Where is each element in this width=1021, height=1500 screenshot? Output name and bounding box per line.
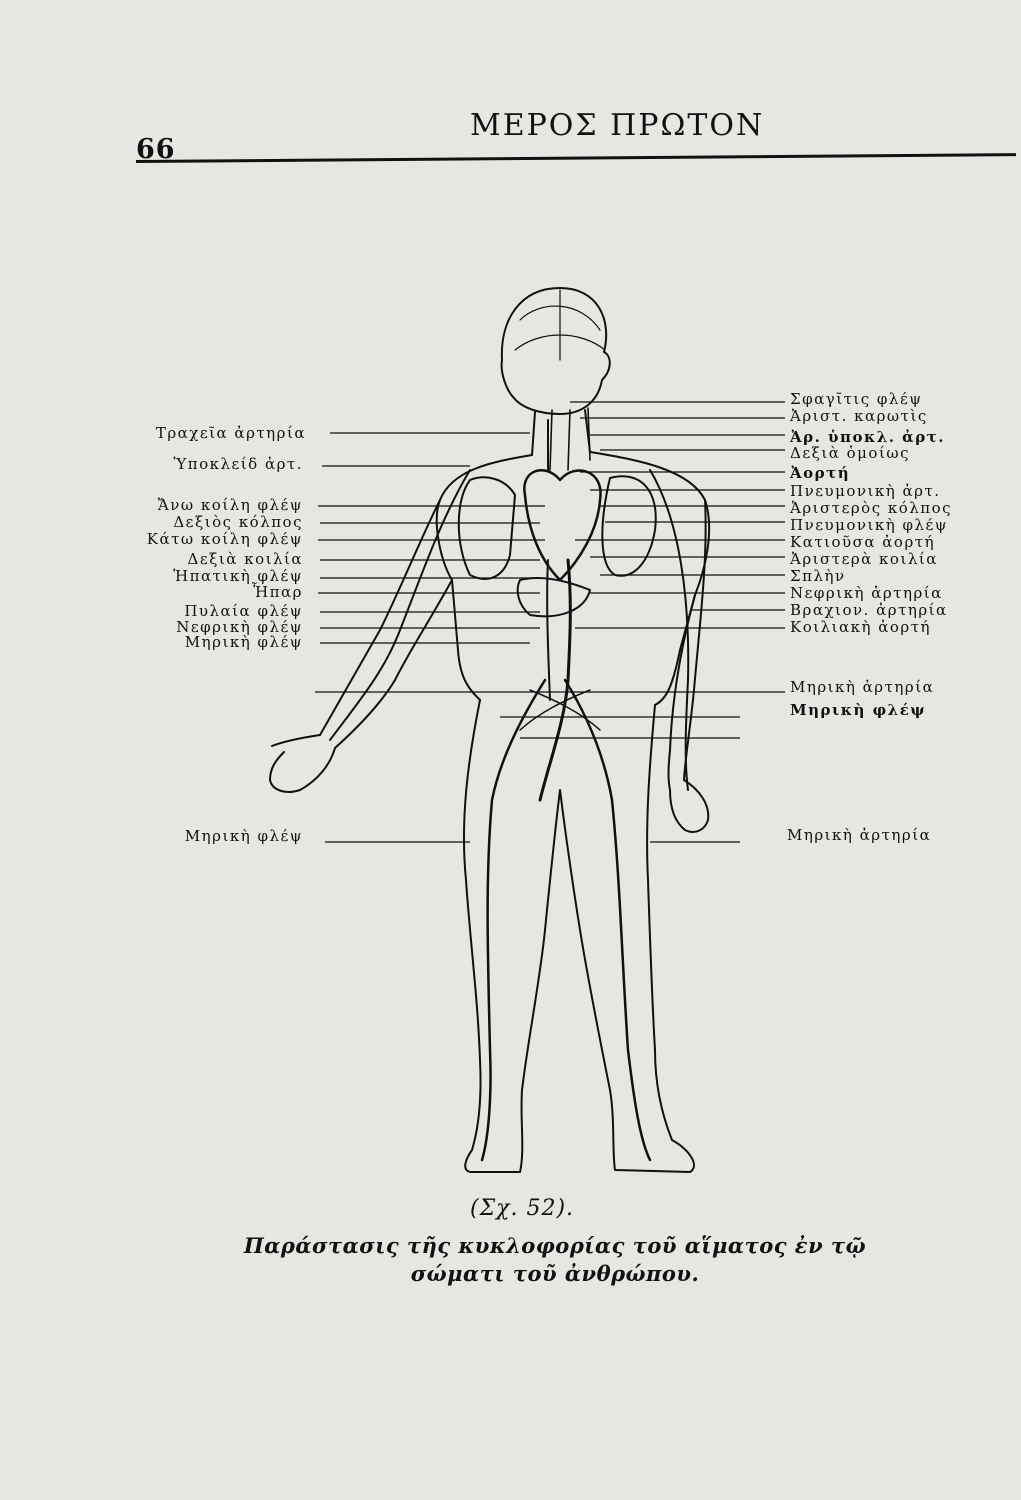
body-outline-left-arm: [669, 500, 706, 790]
label-trachea: Τραχεῖα ἀρτηρία: [155, 424, 306, 442]
label-abdominal-aorta: Κοιλιακὴ ἀορτή: [790, 618, 932, 636]
figure-number: (Σχ. 52).: [470, 1196, 575, 1221]
label-left-atrium: Ἀριστερὸς κόλπος: [790, 499, 953, 517]
label-right-same: Δεξιὰ ὁμοίως: [790, 444, 910, 462]
label-femoral-artery-upper: Μηρικὴ ἀρτηρία: [790, 678, 935, 696]
label-femoral-vein-right: Μηρικὴ φλέψ: [790, 701, 926, 719]
label-left-ventricle: Ἀριστερὰ κοιλία: [790, 550, 938, 568]
label-subclavian-artery: Ὑποκλείδ ἀρτ.: [173, 455, 303, 473]
label-descending-aorta: Κατιοῦσα ἀορτή: [790, 533, 936, 551]
figure-caption: Παράστασις τῆς κυκλοφορίας τοῦ αἵματος ἐν τῷ σώματι τοῦ ἀνθρώπου.: [243, 1233, 867, 1286]
page-number: 66: [136, 134, 176, 165]
body-outline-neck: [532, 410, 590, 455]
heart-shape: [524, 470, 600, 580]
label-brachial-artery: Βραχιον. ἀρτηρία: [790, 601, 948, 619]
label-liver: Ἧπαρ: [251, 583, 303, 601]
liver-shape: [518, 578, 590, 616]
body-outline-left-hand: [670, 780, 708, 832]
label-pulmonary-vein: Πνευμονικὴ φλέψ: [790, 516, 949, 534]
label-jugular-vein: Σφαγῖτις φλέψ: [790, 390, 923, 408]
label-femoral-vein-upper: Μηρικὴ φλέψ: [184, 633, 303, 651]
label-left-carotid: Ἀριστ. καρωτὶς: [790, 407, 928, 425]
label-femoral-artery-lower: Μηρικὴ ἀρτηρία: [787, 826, 932, 844]
label-left-subclavian: Ἀρ. ὑποκλ. ἀρτ.: [790, 428, 945, 446]
body-outline-legs: [464, 700, 694, 1172]
label-right-ventricle: Δεξιὰ κοιλία: [187, 550, 303, 568]
label-renal-artery: Νεφρικὴ ἀρτηρία: [790, 584, 943, 602]
left-leader-lines: [318, 433, 545, 842]
label-right-atrium: Δεξιὸς κόλπος: [173, 513, 303, 531]
label-spleen: Σπλὴν: [790, 567, 846, 585]
lung-right: [459, 477, 515, 579]
label-hepatic-vein: Ἡπατικὴ φλέψ: [173, 567, 303, 585]
femoral-vessels: [482, 680, 650, 1160]
running-head: ΜΕΡΟΣ ΠΡΩΤΟΝ: [470, 108, 765, 143]
label-renal-vein: Νεφρικὴ φλέψ: [176, 618, 303, 636]
label-superior-vena-cava: Ἄνω κοίλη φλέψ: [157, 496, 303, 514]
arm-vessels-right: [330, 470, 470, 740]
label-inferior-vena-cava: Κάτω κοίλη φλέψ: [146, 530, 303, 548]
body-outline-right-hand: [270, 735, 335, 792]
lung-left: [602, 476, 655, 576]
label-portal-vein: Πυλαία φλέψ: [184, 602, 303, 620]
label-femoral-vein-lower: Μηρικὴ φλέψ: [184, 827, 303, 845]
label-pulmonary-artery: Πνευμονικὴ ἀρτ.: [790, 482, 941, 500]
label-aorta: Ἀορτή: [790, 464, 851, 482]
body-outline-right-arm: [320, 500, 452, 748]
body-outline-head: [502, 288, 610, 414]
